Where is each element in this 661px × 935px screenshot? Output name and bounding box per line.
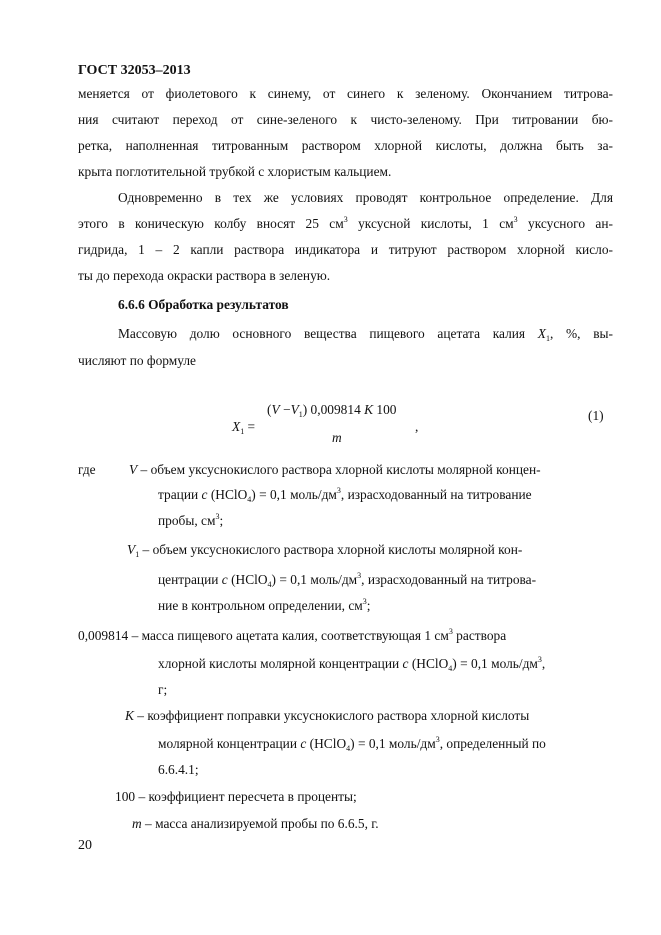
text-span: – масса анализируемой пробы по 6.6.5, г. — [141, 816, 379, 831]
superscript: 3 — [435, 735, 440, 744]
constant: 0,009814 — [78, 628, 129, 643]
variable: V — [271, 402, 280, 417]
text-span: ) = 0,1 моль/дм — [452, 656, 538, 671]
text-span: ) = 0,1 моль/дм — [271, 572, 358, 587]
text-span: ) = 0,1 моль/дм — [251, 487, 337, 502]
text-span: ) = 0,1 моль/дм — [350, 736, 436, 751]
superscript: 3 — [357, 571, 362, 580]
constant: ) 0,009814 — [302, 402, 365, 417]
subscript: 1 — [135, 550, 140, 559]
definition-line — [132, 815, 379, 832]
text-span: (HClO — [306, 736, 347, 751]
variable: K — [364, 402, 374, 417]
definition-line: г; — [158, 682, 168, 697]
superscript: 3 — [537, 655, 542, 664]
text-span: этого в коническую колбу вносят 25 см — [78, 216, 344, 231]
superscript: 3 — [215, 512, 220, 521]
where-label: где — [78, 462, 96, 477]
text-span: центрации — [158, 572, 222, 587]
definition-line — [129, 461, 541, 478]
definition-line — [158, 597, 370, 614]
text-span: – объем уксуснокислого раствора хлорной кислоты молярной кон- — [139, 542, 523, 557]
variable: V — [127, 542, 136, 557]
text-span: ние в контрольном определении, см — [158, 598, 363, 613]
definition-line: 6.6.4.1; — [158, 762, 199, 777]
variable: c — [402, 656, 409, 671]
text-span: , — [541, 656, 546, 671]
definition-line — [115, 788, 357, 805]
formula — [232, 402, 432, 452]
formula-denominator: m — [332, 430, 342, 445]
subscript: 4 — [247, 495, 252, 504]
text-span: молярной концентрации — [158, 736, 301, 751]
superscript: 3 — [513, 215, 518, 224]
variable: c — [201, 487, 208, 502]
variable: m — [132, 816, 142, 831]
minus-sign: − — [279, 402, 291, 417]
definition-line — [78, 627, 506, 644]
variable: X — [232, 419, 241, 434]
text-line — [118, 325, 613, 342]
text-line: Одновременно в тех же условиях проводят контрольное определение. Для — [118, 190, 613, 205]
text-span: (HClO — [227, 572, 268, 587]
definition-line — [158, 655, 545, 672]
definition-line — [158, 486, 532, 503]
text-span: – объем уксуснокислого раствора хлорной кислоты молярной концен- — [137, 462, 541, 477]
definition-line — [125, 707, 529, 724]
text-span: пробы, см — [158, 513, 216, 528]
definition-line — [158, 571, 536, 588]
variable: c — [300, 736, 307, 751]
subscript: 4 — [346, 744, 351, 753]
superscript: 3 — [362, 597, 367, 606]
page-number: 20 — [78, 838, 92, 853]
variable: V — [290, 402, 299, 417]
text-span: , израсходованный на титрова- — [361, 572, 537, 587]
subscript: 1 — [240, 427, 245, 436]
equation-number: (1) — [588, 408, 604, 423]
variable: K — [125, 708, 134, 723]
superscript: 3 — [343, 215, 348, 224]
subscript: 4 — [267, 580, 272, 589]
text-span: уксусной кислоты, 1 см — [347, 216, 514, 231]
text-line: гидрида, 1 – 2 капли раствора индикатора и титруют раствором хлорной кисло- — [78, 242, 613, 257]
formula-comma: , — [415, 419, 419, 434]
superscript: 3 — [336, 486, 341, 495]
text-line: крыта поглотительной трубкой с хлористым кальцием. — [78, 164, 392, 179]
variable: V — [129, 462, 138, 477]
text-span: хлорной кислоты молярной концентрации — [158, 656, 403, 671]
text-span: уксусного ан- — [517, 216, 613, 231]
text-span: Массовую долю основного вещества пищевого ацетата калия — [118, 326, 538, 341]
subscript: 4 — [448, 664, 453, 673]
text-span: (HClO — [408, 656, 449, 671]
text-span: , израсходованный на титрование — [340, 487, 532, 502]
text-line: числяют по формуле — [78, 353, 196, 368]
text-line — [78, 215, 613, 232]
text-span: ; — [219, 513, 224, 528]
formula-numerator — [267, 402, 397, 418]
subscript: 1 — [545, 334, 550, 343]
text-span: , %, вы- — [549, 326, 614, 341]
definition-line — [158, 735, 546, 752]
text-span: трации — [158, 487, 202, 502]
section-heading: 6.6.6 Обработка результатов — [118, 297, 289, 312]
superscript: 3 — [448, 627, 453, 636]
document-header: ГОСТ 32053–2013 — [78, 63, 191, 78]
text-span: – коэффициент поправки уксуснокислого раствора хлорной кислоты — [133, 708, 530, 723]
text-line: меняется от фиолетового к синему, от синего к зеленому. Окончанием титрова- — [78, 86, 613, 101]
subscript: 1 — [298, 410, 303, 419]
text-span: раствора — [452, 628, 507, 643]
text-line: ты до перехода окраски раствора в зеленую. — [78, 268, 331, 283]
text-span: ; — [366, 598, 371, 613]
text-span: (HClO — [207, 487, 248, 502]
text-line: ния считают переход от сине-зеленого к чисто-зеленому. При титровании бю- — [78, 112, 613, 127]
text-span: , определенный по — [439, 736, 546, 751]
text-span: – коэффициент пересчета в проценты; — [135, 789, 357, 804]
formula-lhs — [232, 419, 255, 435]
definition-line — [158, 512, 223, 529]
variable: X — [537, 326, 546, 341]
paren: ( — [267, 402, 272, 417]
text-span: – масса пищевого ацетата калия, соответствующая 1 см — [128, 628, 449, 643]
constant: 100 — [115, 789, 136, 804]
variable: c — [221, 572, 228, 587]
constant: 100 — [373, 402, 397, 417]
text-line: ретка, наполненная титрованным раствором хлорной кислоты, должна быть за- — [78, 138, 613, 153]
definition-line — [127, 541, 522, 558]
equals-sign: = — [244, 419, 256, 434]
